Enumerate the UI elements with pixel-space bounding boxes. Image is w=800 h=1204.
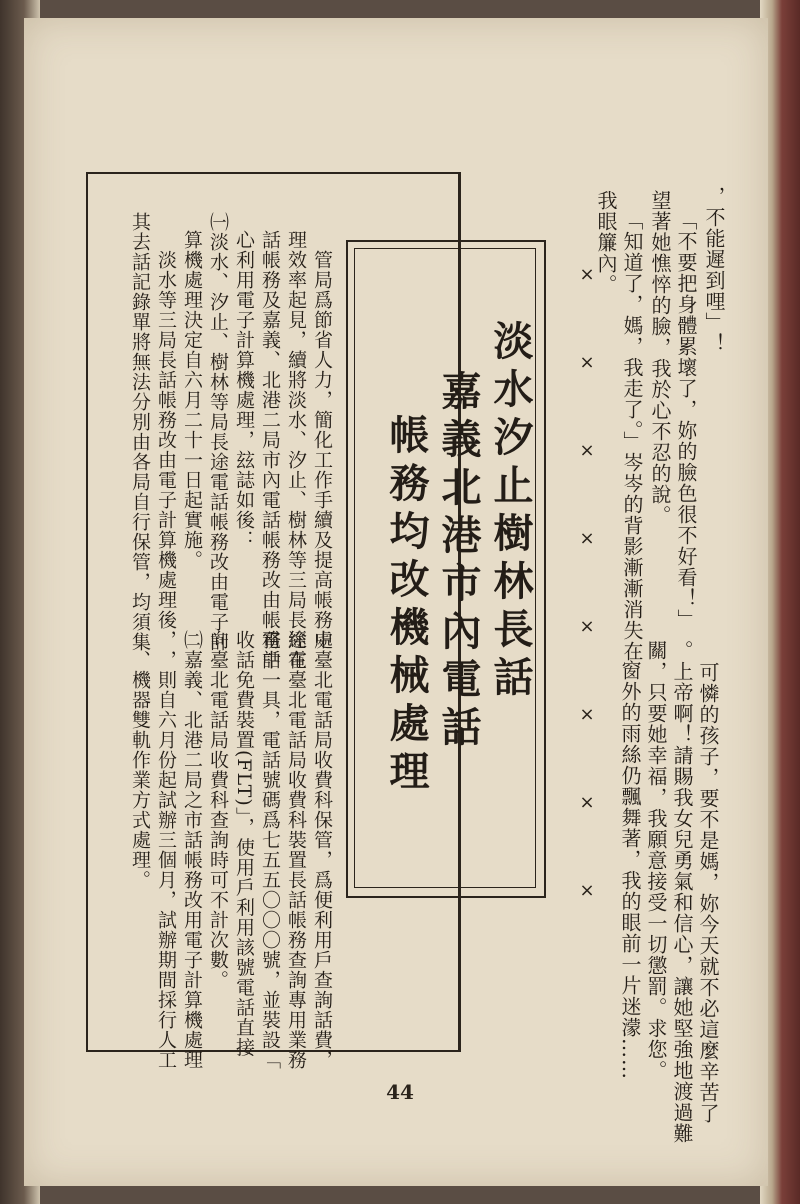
separator-mark: × (579, 616, 595, 637)
notice-line: 、機器雙軌作業方式處理。 (129, 650, 151, 890)
story-line: 「知道了，媽，我走了。」岑岑的背影漸漸消失在 (620, 210, 644, 662)
notice-line: 電話一具，電話號碼爲七五五〇〇〇號，並裝設「 (259, 630, 281, 1070)
story-line: 我眼簾內。 (594, 190, 618, 295)
separator-mark: × (579, 528, 595, 549)
notice-line: ，則自六月份起試辦三個月，試辦期間採行人工 (155, 650, 177, 1070)
notice-title-line: 帳務均改機械處理 (383, 414, 430, 798)
story-line: 窗外的雨絲仍飄舞著，我的眼前一片迷濛…… (618, 660, 642, 1080)
separator-mark: × (579, 792, 595, 813)
page-number: 44 (386, 1080, 414, 1104)
notice-title-line: 淡水汐止樹林長話 (487, 320, 534, 704)
notice-line: 收話免費裝置(FLT)」，使用戶利用該號電話直接 (233, 630, 255, 1058)
story-line: ，不能遲到哩」！ (702, 186, 726, 354)
notice-line: 經在臺北電話局收費科裝置長話帳務查詢專用業務 (285, 630, 307, 1070)
notice-line: ㈠淡水、汐止、樹林等局長途電話帳務改由電子計 (207, 212, 229, 652)
story-line: 關，只要她幸福，我願意接受一切懲罰。求您。 (644, 640, 668, 1081)
notice-line: 心利用電子計算機處理，玆誌如後： (233, 230, 255, 550)
notice-line: 淡水等三局長話帳務改由電子計算機處理後， (155, 250, 177, 650)
story-line: 。上帝啊！請賜我女兒勇氣和信心，讓她堅強地渡過難 (670, 640, 694, 1144)
notice-line: 算機處理決定自六月二十一日起實施。 (181, 230, 203, 570)
notice-line: 中臺北電話局收費科保管，爲便利用戶查詢話費， (311, 630, 333, 1070)
notice-line: 其去話記錄單將無法分別由各局自行保管，均須集 (129, 212, 151, 652)
separator-mark: × (579, 264, 595, 285)
notice-line: 理效率起見，續將淡水、汐止、樹林等三局長途電 (285, 230, 307, 670)
separator-mark: × (579, 704, 595, 725)
notice-line: 管局爲節省人力，簡化工作手續及提高帳務處 (311, 250, 333, 650)
separator-mark: × (579, 352, 595, 373)
story-line: 可憐的孩子，要不是媽，妳今天就不必這麼辛苦了 (696, 662, 720, 1124)
notice-line: ㈡嘉義、北港二局之市話帳務改用電子計算機處理 (181, 630, 203, 1070)
separator-mark: × (579, 880, 595, 901)
story-line: 「不要把身體累壞了，妳的臉色很不好看！」 (674, 210, 698, 630)
story-line: 望著她憔悴的臉，我於心不忍的說。 (648, 190, 672, 526)
notice-line: 向臺北電話局收費科查詢時可不計次數。 (207, 630, 229, 990)
notice-title-line: 嘉義北港市內電話 (435, 370, 482, 754)
notice-line: 話帳務及嘉義、北港二局市內電話帳務改由帳務中 (259, 230, 281, 670)
separator-mark: × (579, 440, 595, 461)
